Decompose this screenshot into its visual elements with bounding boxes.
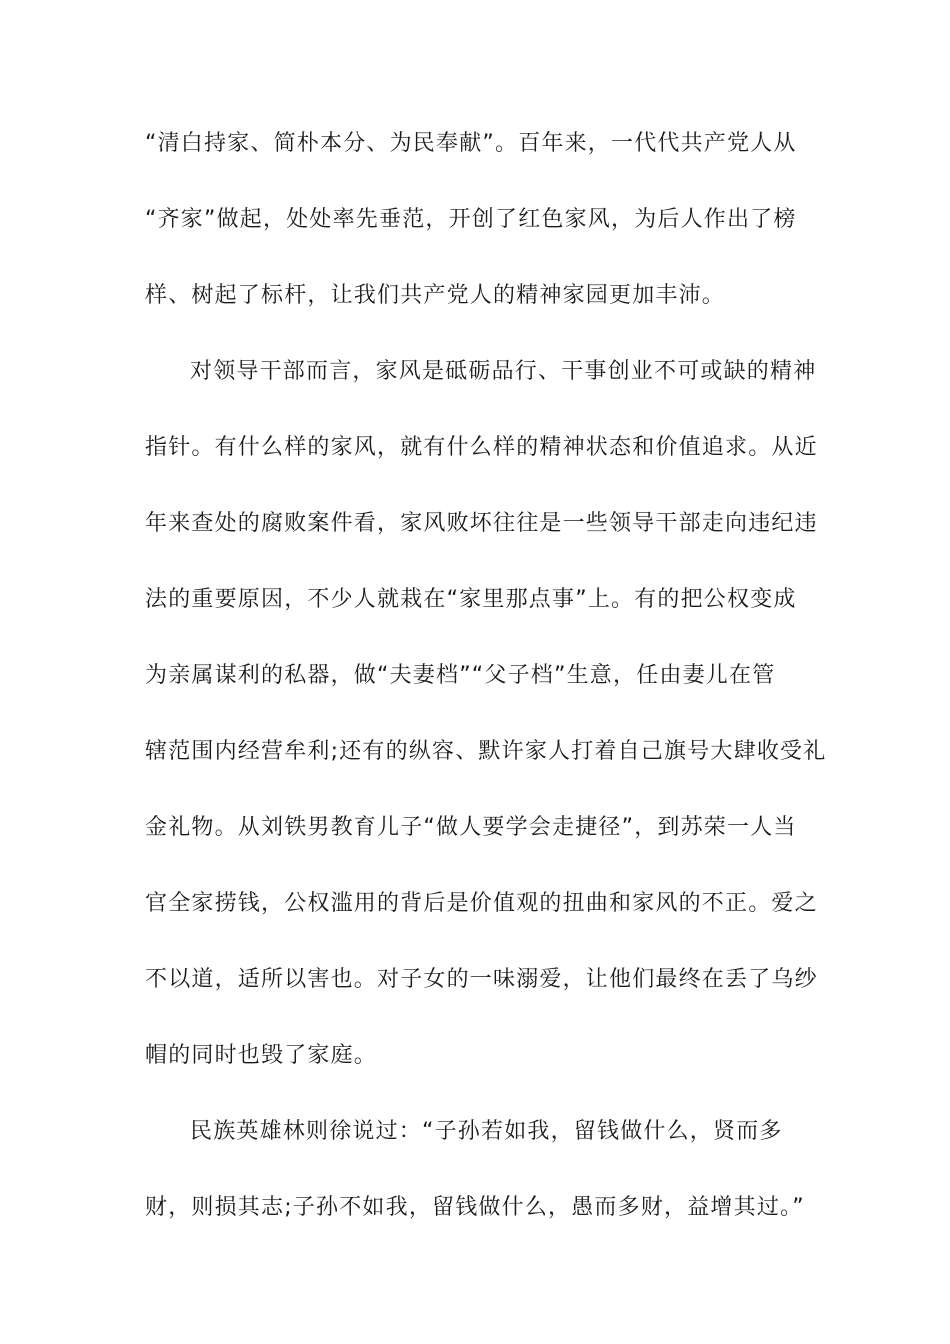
text-line: 指针。有什么样的家风，就有什么样的精神状态和价值追求。从近: [145, 435, 818, 460]
text-line: 法的重要原因，不少人就栽在“家里那点事”上。有的把公权变成: [145, 587, 797, 612]
text-line: 金礼物。从刘铁男教育儿子“做人要学会走捷径”，到苏荣一人当: [145, 815, 797, 840]
paragraph-first-line: 民族英雄林则徐说过：“子孙若如我，留钱做什么，贤而多: [190, 1119, 783, 1144]
text-line: “齐家”做起，处处率先垂范，开创了红色家风，为后人作出了榜: [145, 207, 797, 232]
text-line: 官全家捞钱，公权滥用的背后是价值观的扭曲和家风的不正。爱之: [145, 891, 818, 916]
text-line: 年来查处的腐败案件看，家风败坏往往是一些领导干部走向违纪违: [145, 511, 818, 536]
text-line: 样、树起了标杆，让我们共产党人的精神家园更加丰沛。: [145, 283, 726, 308]
text-line: 辖范围内经营牟利;还有的纵容、默许家人打着自己旗号大肆收受礼: [145, 739, 827, 764]
text-line: 财，则损其志;子孙不如我，留钱做什么，愚而多财，益增其过。”: [145, 1195, 805, 1220]
paragraph-first-line: 对领导干部而言，家风是砥砺品行、干事创业不可或缺的精神: [190, 359, 817, 384]
text-line: 帽的同时也毁了家庭。: [145, 1043, 378, 1068]
text-line: 不以道，适所以害也。对子女的一味溺爱，让他们最终在丢了乌纱: [145, 967, 818, 992]
text-line: 为亲属谋利的私器，做“夫妻档”“父子档”生意，任由妻儿在管: [145, 663, 776, 688]
text-line: “清白持家、简朴本分、为民奉献”。百年来，一代代共产党人从: [145, 131, 797, 156]
